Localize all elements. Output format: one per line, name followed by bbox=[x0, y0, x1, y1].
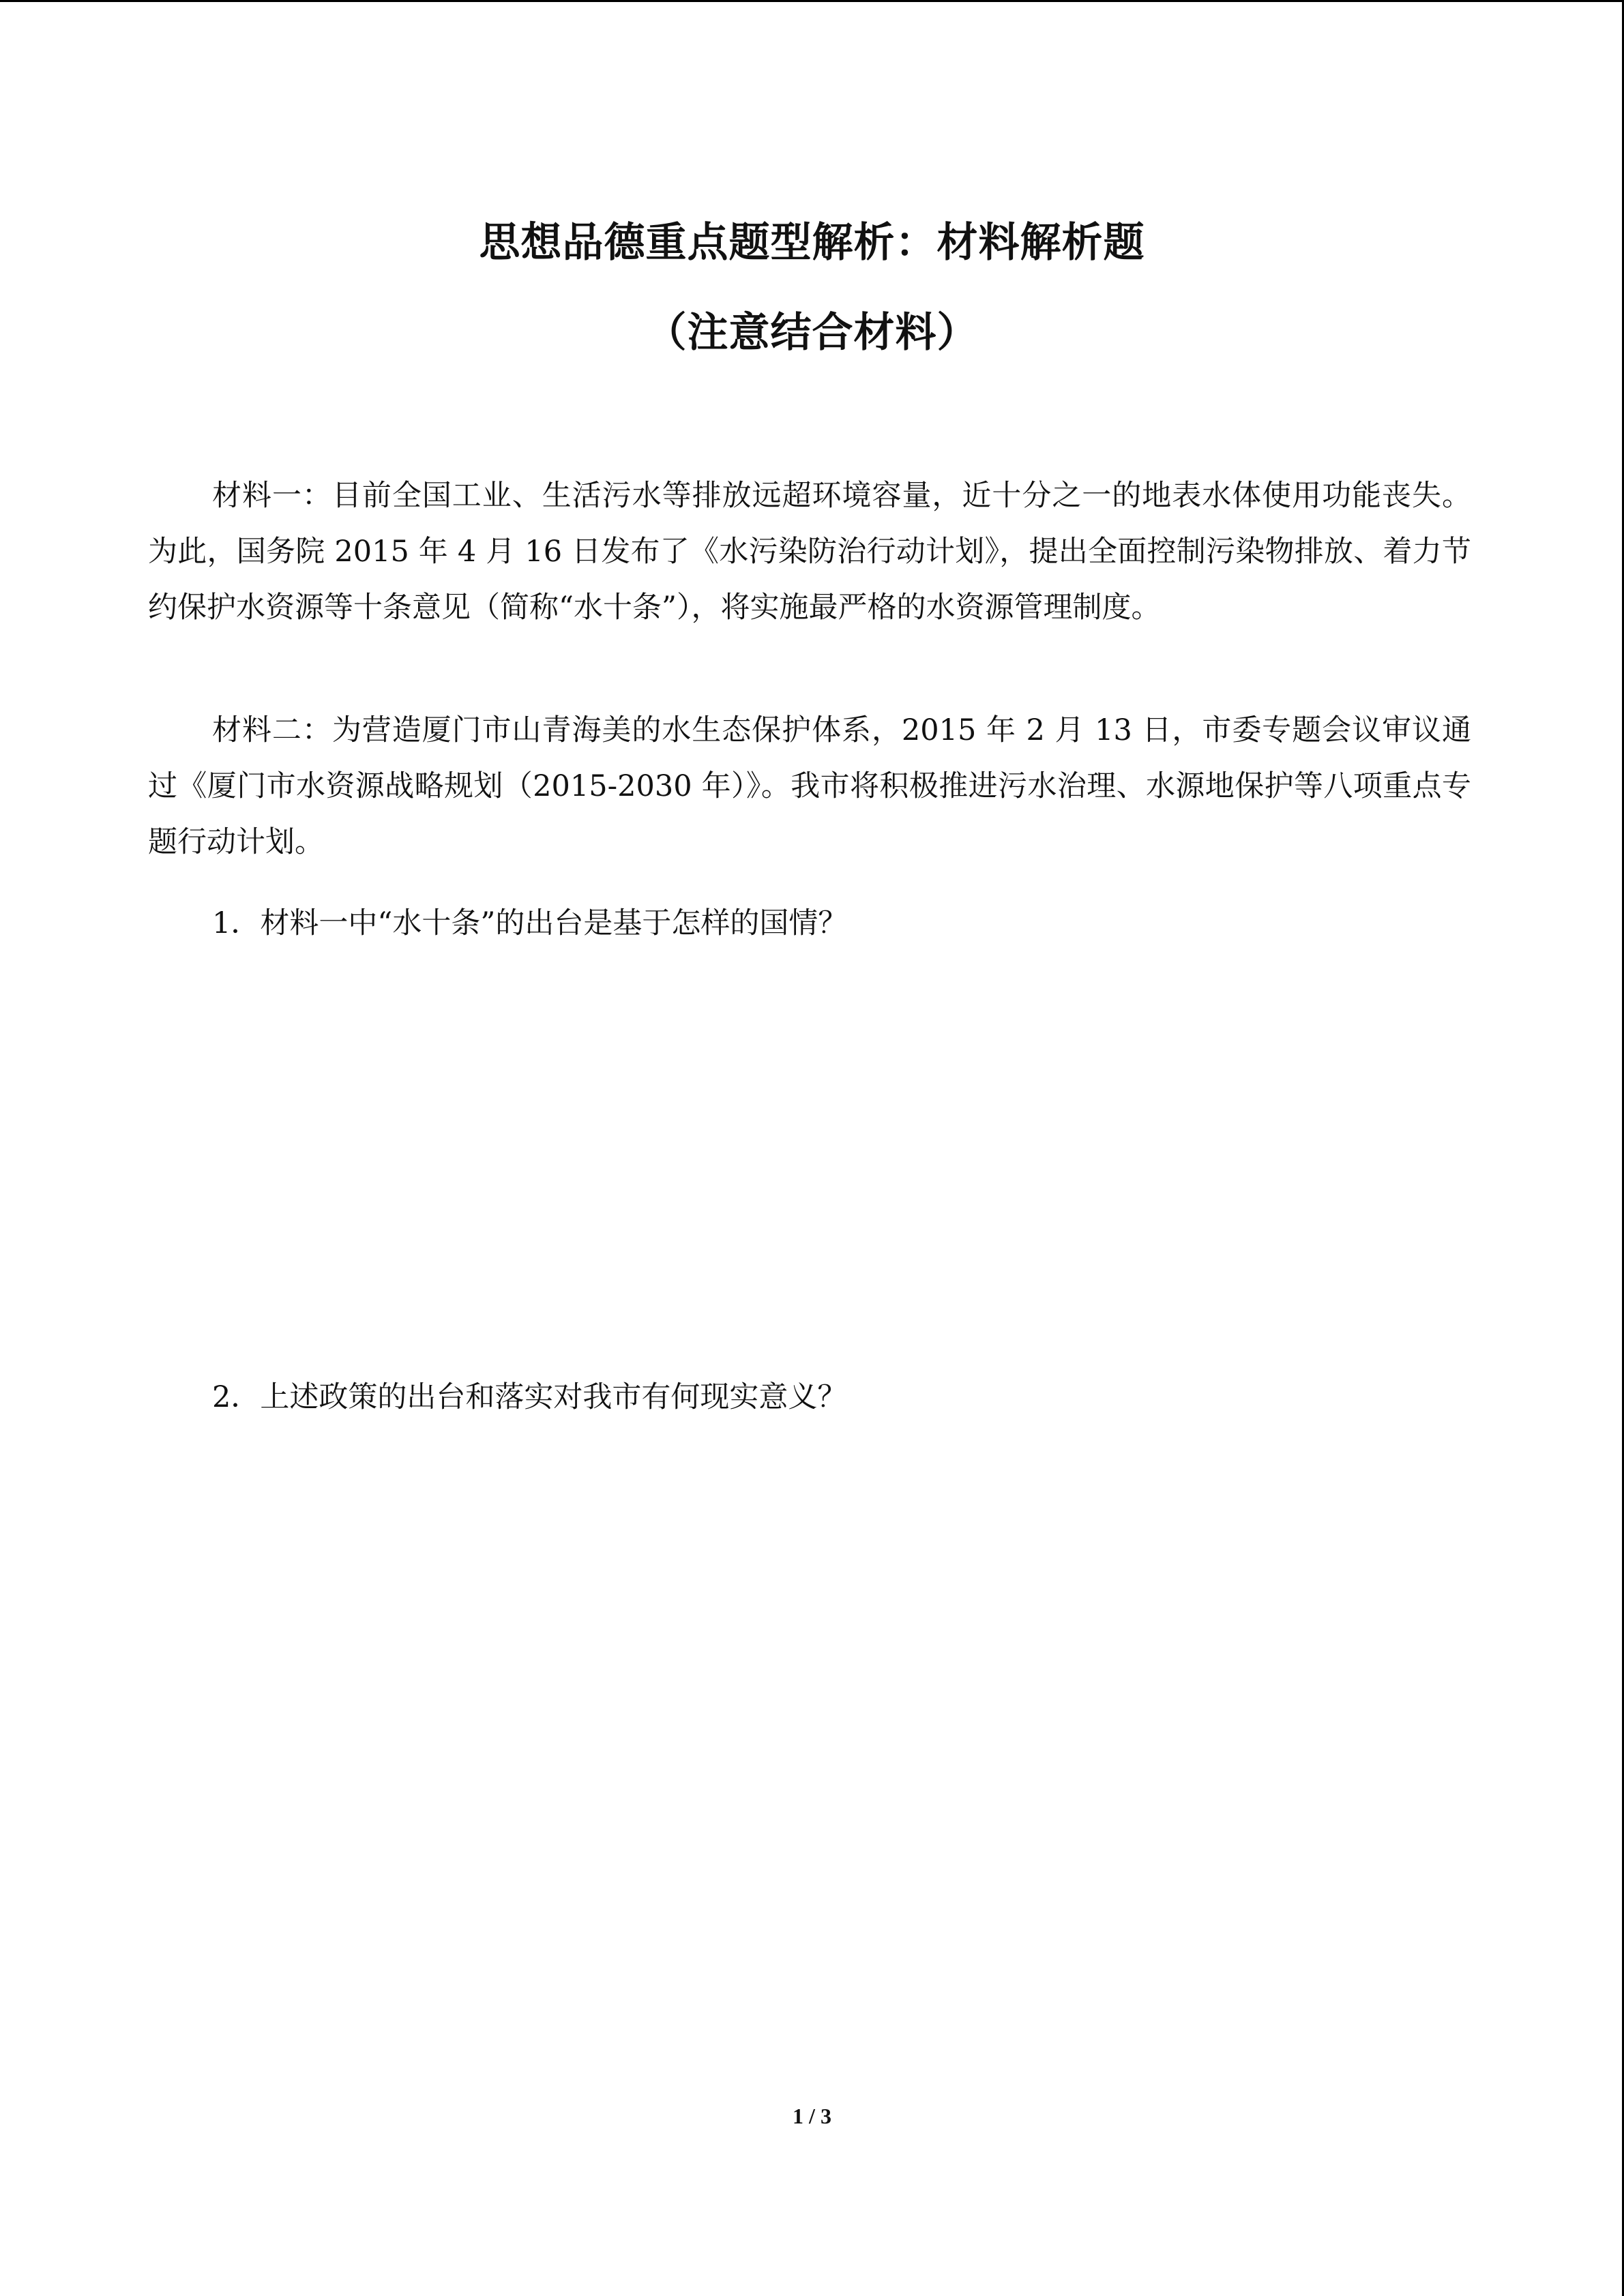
page-title: 思想品德重点题型解析：材料解析题 bbox=[479, 219, 1145, 267]
page-subtitle: （注意结合材料） bbox=[645, 309, 979, 357]
question-two: 2．上述政策的出台和落实对我市有何现实意义？ bbox=[212, 1380, 847, 1414]
material-two-paragraph: 材料二：为营造厦门市山青海美的水生态保护体系，2015 年 2 月 13 日，市委专题会议审议通过《厦门市水资源战略规划（2015-2030 年）》。我市将积极推进污水治理、水源地保护等八项重点专题行动计划。 bbox=[148, 713, 1471, 859]
page-number: 1 / 3 bbox=[793, 2104, 831, 2128]
question-one: 1．材料一中“水十条”的出台是基于怎样的国情？ bbox=[212, 906, 848, 940]
material-one-paragraph: 材料一：目前全国工业、生活污水等排放远超环境容量，近十分之一的地表水体使用功能丧失。为此，国务院 2015 年 4 月 16 日发布了《水污染防治行动计划》，提出全面控制污染物排放、着力节约保护水资源等十条意见（简称“水十条”），将实施最严格的水资源管理制度。 bbox=[148, 479, 1471, 625]
